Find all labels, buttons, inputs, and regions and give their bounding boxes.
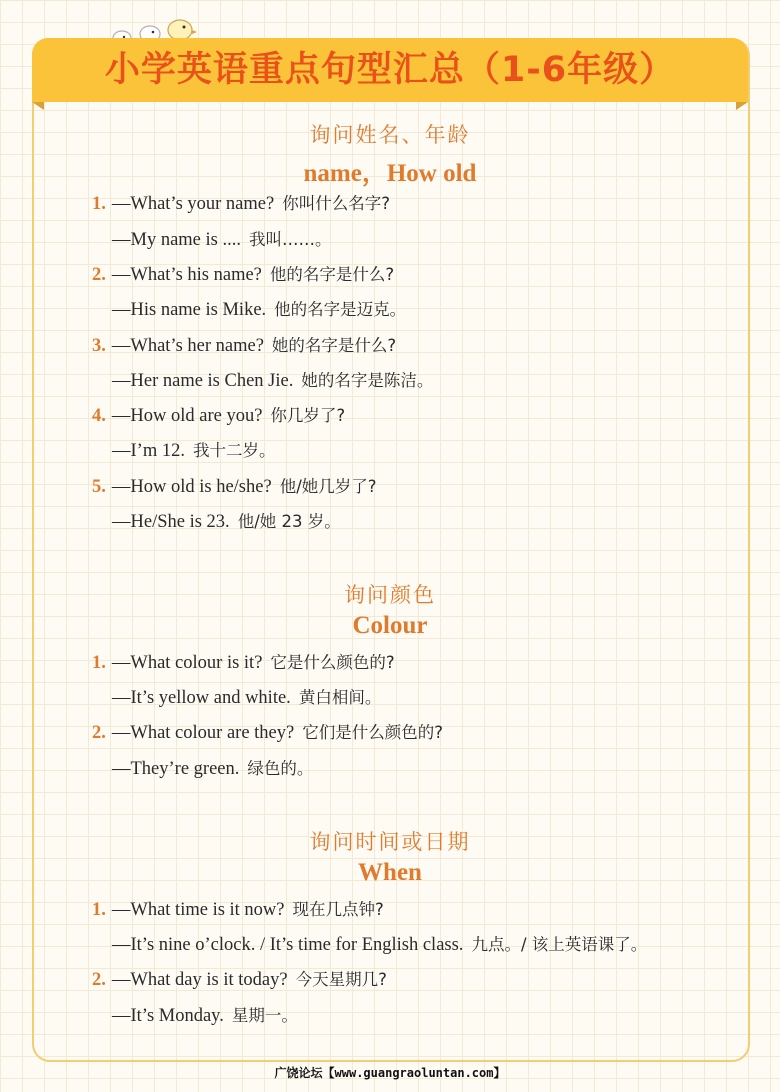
question-line bbox=[92, 475, 377, 499]
answer-cn: 黄白相间。 bbox=[298, 688, 382, 707]
answer-line bbox=[112, 298, 406, 322]
answer-line bbox=[112, 439, 275, 463]
question-line bbox=[92, 898, 384, 922]
answer-line bbox=[112, 1004, 298, 1028]
question-en: —What colour are they? bbox=[111, 723, 295, 743]
question-en: —What colour is it? bbox=[111, 653, 263, 673]
title-banner bbox=[32, 38, 748, 102]
section-heading-en: When bbox=[358, 859, 422, 886]
answer-en: —He/She is 23. bbox=[112, 512, 230, 532]
question-en: —What time is it now? bbox=[111, 900, 285, 920]
question-cn: 他/她几岁了? bbox=[279, 477, 377, 496]
answer-line bbox=[112, 757, 313, 781]
question-en: —How old is he/she? bbox=[111, 477, 272, 497]
question-cn: 它是什么颜色的? bbox=[270, 653, 395, 672]
question-cn: 她的名字是什么? bbox=[271, 336, 397, 355]
answer-en: —My name is .... bbox=[112, 230, 241, 250]
page-title: 小学英语重点句型汇总（1-6年级） bbox=[104, 50, 676, 90]
answer-cn: 他/她 23 岁。 bbox=[237, 512, 341, 531]
answer-line bbox=[112, 686, 381, 710]
banner-fold-right bbox=[736, 102, 748, 110]
question-en: —What day is it today? bbox=[111, 970, 288, 990]
answer-en: —His name is Mike. bbox=[112, 300, 267, 320]
footer-site-name: 广饶论坛 bbox=[274, 1066, 323, 1080]
question-line bbox=[92, 721, 443, 745]
answer-line bbox=[112, 369, 433, 393]
section-heading-en: Colour bbox=[352, 612, 428, 639]
question-line bbox=[92, 263, 394, 287]
answer-en: —It’s nine o’clock. / It’s time for English class. bbox=[112, 935, 464, 955]
footer-site-url[interactable]: 【www.guangraoluntan.com】 bbox=[322, 1066, 506, 1080]
item-number: 1. bbox=[92, 653, 106, 673]
banner-fold-left bbox=[32, 102, 44, 110]
question-cn: 今天星期几? bbox=[295, 970, 387, 989]
answer-cn: 他的名字是迈克。 bbox=[274, 300, 407, 319]
section-heading-cn: 询问姓名、年龄 bbox=[309, 123, 471, 147]
item-number: 4. bbox=[92, 406, 106, 426]
question-cn: 你叫什么名字? bbox=[282, 194, 390, 213]
question-line bbox=[92, 651, 395, 675]
answer-cn: 九点。/ 该上英语课了。 bbox=[471, 935, 648, 954]
footer bbox=[0, 1064, 780, 1081]
question-en: —What’s her name? bbox=[111, 336, 264, 356]
question-cn: 你几岁了? bbox=[270, 406, 346, 425]
answer-en: —They’re green. bbox=[112, 759, 240, 779]
question-line bbox=[92, 968, 387, 992]
section-heading-cn: 询问时间或日期 bbox=[309, 830, 471, 854]
question-en: —What’s your name? bbox=[111, 194, 275, 214]
question-cn: 他的名字是什么? bbox=[269, 265, 395, 284]
question-en: —How old are you? bbox=[111, 406, 263, 426]
answer-cn: 我叫……。 bbox=[248, 230, 332, 249]
item-number: 2. bbox=[92, 723, 106, 743]
item-number: 1. bbox=[92, 900, 106, 920]
question-line bbox=[92, 192, 390, 216]
answer-en: —I’m 12. bbox=[112, 441, 185, 461]
answer-cn: 我十二岁。 bbox=[192, 441, 276, 460]
item-number: 3. bbox=[92, 336, 106, 356]
item-number: 1. bbox=[92, 194, 106, 214]
question-cn: 它们是什么颜色的? bbox=[302, 723, 443, 742]
answer-line bbox=[112, 228, 331, 252]
answer-cn: 星期一。 bbox=[231, 1006, 298, 1025]
answer-en: —It’s yellow and white. bbox=[112, 688, 291, 708]
section-heading-cn: 询问颜色 bbox=[344, 583, 436, 607]
item-number: 2. bbox=[92, 265, 106, 285]
answer-line bbox=[112, 933, 647, 957]
answer-en: —It’s Monday. bbox=[112, 1006, 224, 1026]
question-line bbox=[92, 334, 396, 358]
item-number: 5. bbox=[92, 477, 106, 497]
answer-en: —Her name is Chen Jie. bbox=[112, 371, 294, 391]
answer-line bbox=[112, 510, 341, 534]
question-en: —What’s his name? bbox=[111, 265, 262, 285]
question-cn: 现在几点钟? bbox=[292, 900, 384, 919]
section-heading-en: name，How old bbox=[303, 160, 477, 187]
item-number: 2. bbox=[92, 970, 106, 990]
answer-cn: 她的名字是陈洁。 bbox=[301, 371, 434, 390]
question-line bbox=[92, 404, 345, 428]
answer-cn: 绿色的。 bbox=[247, 759, 314, 778]
